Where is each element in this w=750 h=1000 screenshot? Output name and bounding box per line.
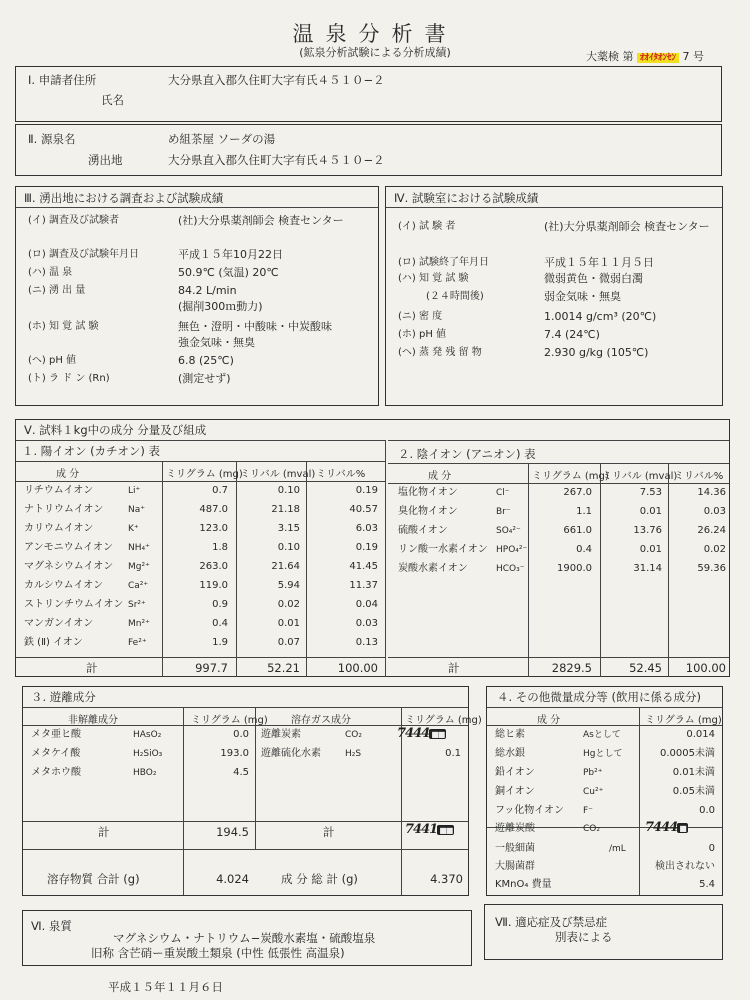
trace-row-value: 0.01未満: [672, 767, 715, 778]
trace-row-value: 0.0005未満: [660, 748, 715, 759]
reference-stamp: ｵｵｲﾀｵﾝｾﾝ: [637, 53, 679, 63]
field-survey-value: (測定せず): [178, 372, 231, 385]
document-title: 温泉分析書: [292, 22, 458, 46]
cation-row-name: リチウムイオン: [24, 485, 94, 496]
cation-row-name: カリウムイオン: [24, 523, 94, 534]
nondiss-row-symbol: HBO₂: [133, 768, 157, 778]
field-survey-label: (ト) ラ ド ン (Rn): [28, 373, 110, 384]
anion-row-symbol: HPO₄²⁻: [496, 545, 528, 555]
anion-row-symbol: Br⁻: [496, 507, 511, 517]
trace-row-symbol: /mL: [609, 844, 626, 854]
section-components: [15, 419, 730, 677]
cation-row-mval: 21.64: [271, 561, 300, 572]
cation-row-name: マグネシウムイオン: [24, 561, 114, 572]
anion-row-pct: 59.36: [697, 563, 726, 574]
trace-row-name: 総水銀: [495, 748, 525, 759]
spring-quality-line1: マグネシウム・ナトリウム−炭酸水素塩・硫酸塩泉: [113, 931, 376, 945]
section-spring-quality: [22, 910, 472, 966]
lab-test-value: 1.0014 g/cm³ (20℃): [544, 310, 657, 323]
anion-header-component: 成 分: [428, 471, 452, 482]
lab-test-label: (ヘ) 蒸 発 残 留 物: [398, 347, 482, 358]
lab-test-value: 2.930 g/kg (105℃): [544, 346, 649, 359]
anion-row-mval: 7.53: [639, 487, 662, 498]
nondiss-row-symbol: HAsO₂: [133, 730, 162, 740]
trace-header-mg: ミリグラム (mg): [645, 715, 722, 726]
field-survey-label: (ロ) 調査及び試験年月日: [28, 249, 139, 260]
nondiss-total: 194.5: [216, 825, 249, 839]
cation-row-symbol: K⁺: [128, 524, 139, 534]
dissolved-total-label: 溶存物質 合計 (g): [47, 872, 140, 886]
cation-row-pct: 0.19: [355, 542, 378, 553]
cation-row-name: アンモニウムイオン: [24, 542, 113, 553]
cation-total-pct: 100.00: [337, 661, 378, 675]
cation-row-symbol: Na⁺: [128, 505, 145, 515]
trace-components-title: ４. その他微量成分等 (飲用に係る成分): [497, 690, 701, 704]
cation-row-mval: 0.02: [277, 599, 300, 610]
applicant-name-label: 氏名: [101, 93, 124, 107]
trace-row-value-handwritten: 7444 ■: [645, 820, 686, 835]
trace-row-symbol: Cu²⁺: [583, 787, 604, 797]
indications-text: 別表による: [555, 930, 613, 944]
cation-row-name: カルシウムイオン: [24, 580, 104, 591]
cation-total-mval: 52.21: [267, 661, 300, 675]
source-name-label: Ⅱ. 源泉名: [28, 132, 76, 146]
field-survey-label: (ホ) 知 覚 試 験: [28, 321, 99, 332]
trace-header-component: 成 分: [537, 715, 561, 726]
lab-test-label: (ニ) 密 度: [398, 311, 443, 322]
cation-total-label: 計: [86, 661, 98, 675]
lab-test-value: 弱金気味・無臭: [544, 290, 621, 303]
nondiss-row-name: メタ亜ヒ酸: [31, 729, 81, 740]
cation-row-pct: 40.57: [349, 504, 378, 515]
anion-row-mg: 661.0: [563, 525, 592, 536]
components-title: Ⅴ. 試料１kg中の成分 分量及び組成: [24, 423, 207, 437]
cation-row-mval: 0.07: [277, 637, 300, 648]
anion-row-mg: 0.4: [576, 544, 592, 555]
trace-row-symbol: Pb²⁺: [583, 768, 603, 778]
field-survey-value: 強金気味・無臭: [178, 336, 255, 349]
anion-row-mval: 13.76: [633, 525, 662, 536]
anion-row-mg: 1.1: [576, 506, 592, 517]
cation-row-mg: 119.0: [199, 580, 228, 591]
gas-header: 溶存ガス成分: [291, 715, 351, 726]
gas-row-symbol: CO₂: [345, 730, 362, 740]
anion-row-name: 硫酸イオン: [398, 525, 448, 536]
anion-row-mval: 0.01: [639, 544, 662, 555]
source-name: め組茶屋 ソーダの湯: [168, 132, 276, 146]
cation-row-mval: 21.18: [271, 504, 300, 515]
field-survey-label: (ニ) 湧 出 量: [28, 285, 86, 296]
cation-table-title: １. 陽イオン (カチオン) 表: [22, 444, 161, 458]
cation-row-mval: 0.01: [277, 618, 300, 629]
cation-header-pct: ミリバル%: [316, 469, 366, 480]
section-free-components: [22, 686, 482, 896]
cation-row-pct: 11.37: [349, 580, 378, 591]
issue-date: 平成１５年１１月６日: [108, 980, 223, 994]
cation-row-symbol: Li⁺: [128, 486, 141, 496]
cation-header-mval: ミリバル (mval): [240, 469, 316, 480]
spring-quality-title: Ⅵ. 泉質: [31, 919, 72, 933]
component-total: 4.370: [430, 872, 463, 886]
trace-row-name: KMnO₄ 費量: [495, 879, 552, 890]
trace-row-name: 銅イオン: [495, 786, 535, 797]
trace-row-value: 0.014: [686, 729, 715, 740]
cation-row-symbol: Sr²⁺: [128, 600, 146, 610]
cation-row-mg: 487.0: [199, 504, 228, 515]
section-lab-tests: [385, 186, 723, 406]
cation-row-mg: 0.7: [212, 485, 228, 496]
cation-total-mg: 997.7: [195, 661, 228, 675]
nondiss-row-mg: 4.5: [233, 767, 249, 778]
anion-row-mg: 1900.0: [557, 563, 592, 574]
indications-title: Ⅶ. 適応症及び禁忌症: [495, 915, 608, 929]
trace-row-symbol: F⁻: [583, 806, 593, 816]
field-survey-value: 50.9℃ (気温) 20℃: [178, 266, 279, 279]
lab-test-value: 微弱黄色・微弱白濁: [544, 272, 643, 285]
cation-row-mg: 263.0: [199, 561, 228, 572]
nondiss-row-name: メタホウ酸: [31, 767, 81, 778]
gas-mg-header: ミリグラム (mg): [405, 715, 482, 726]
anion-row-pct: 0.02: [703, 544, 726, 555]
anion-total-mval: 52.45: [629, 661, 662, 675]
field-survey-value: 無色・澄明・中酸味・中炭酸味: [178, 320, 332, 333]
field-survey-value: 6.8 (25℃): [178, 354, 234, 367]
cation-header-component: 成 分: [56, 469, 80, 480]
nondiss-total-label: 計: [98, 825, 110, 839]
cation-row-pct: 0.13: [355, 637, 378, 648]
cation-row-mval: 0.10: [277, 485, 300, 496]
lab-test-label: (イ) 試 験 者: [398, 221, 456, 232]
cation-row-name: 鉄 (Ⅱ) イオン: [24, 637, 83, 648]
trace-row-symbol: CO₂: [583, 824, 600, 834]
gas-total-label: 計: [323, 825, 335, 839]
trace-row-value: 5.4: [699, 879, 715, 890]
cation-table: [16, 440, 386, 677]
cation-row-symbol: Fe²⁺: [128, 638, 147, 648]
lab-test-label: (ロ) 試験終了年月日: [398, 257, 489, 268]
field-survey-value: 平成１５年10月22日: [178, 248, 283, 261]
cation-row-pct: 41.45: [349, 561, 378, 572]
section-source: [15, 124, 722, 176]
cation-row-mval: 3.15: [277, 523, 300, 534]
gas-row-name: 遊離硫化水素: [261, 748, 321, 759]
anion-total-label: 計: [448, 661, 460, 675]
trace-row-name: 一般細菌: [495, 843, 535, 854]
field-survey-label: (ハ) 温 泉: [28, 267, 73, 278]
anion-row-mval: 31.14: [633, 563, 662, 574]
applicant-address: 大分県直入郡久住町大字有氏４５１０−２: [168, 73, 385, 87]
lab-test-label: (２４時間後): [426, 291, 484, 302]
cation-row-name: ナトリウムイオン: [24, 504, 104, 515]
anion-table-title: ２. 陰イオン (アニオン) 表: [398, 447, 536, 461]
section-trace-components: [486, 686, 723, 896]
cation-row-pct: 6.03: [355, 523, 378, 534]
trace-row-name: 総ヒ素: [495, 729, 525, 740]
lab-test-label: (ホ) pH 値: [398, 329, 447, 340]
lab-test-label: (ハ) 知 覚 試 験: [398, 273, 469, 284]
anion-header-mg: ミリグラム (mg): [532, 471, 609, 482]
anion-row-mg: 267.0: [563, 487, 592, 498]
trace-row-symbol: Asとして: [583, 730, 621, 740]
anion-total-pct: 100.00: [685, 661, 726, 675]
reference-number: 大薬検 第 ｵｵｲﾀｵﾝｾﾝ 7 号: [586, 50, 705, 63]
section-applicant: [15, 66, 722, 122]
anion-row-mval: 0.01: [639, 506, 662, 517]
source-location: 大分県直入郡久住町大字有氏４５１０−２: [168, 153, 385, 167]
trace-row-name: フッ化物イオン: [495, 805, 564, 816]
field-survey-label: (ヘ) pH 値: [28, 355, 77, 366]
cation-row-mval: 5.94: [277, 580, 300, 591]
cation-row-symbol: Ca²⁺: [128, 581, 149, 591]
anion-row-symbol: HCO₃⁻: [496, 564, 525, 574]
field-survey-value: 84.2 L/min: [178, 284, 237, 297]
lab-test-value: 平成１５年１１月５日: [544, 256, 654, 269]
trace-row-name: 大腸菌群: [495, 861, 535, 872]
cation-row-mg: 0.4: [212, 618, 228, 629]
cation-row-mval: 0.10: [277, 542, 300, 553]
document-subtitle: (鉱泉分析試験による分析成績): [299, 46, 451, 59]
applicant-address-label: Ⅰ. 申請者住所: [28, 73, 97, 87]
nondiss-row-mg: 0.0: [233, 729, 249, 740]
cation-row-pct: 0.19: [355, 485, 378, 496]
anion-header-mval: ミリバル (mval): [602, 471, 678, 482]
cation-header-mg: ミリグラム (mg): [166, 469, 243, 480]
dissolved-total: 4.024: [216, 872, 249, 886]
anion-table: [388, 440, 729, 677]
trace-row-value: 0.0: [699, 805, 715, 816]
trace-row-value: 検出されない: [655, 861, 715, 872]
anion-row-pct: 0.03: [703, 506, 726, 517]
gas-total: 7441 ■■: [405, 822, 453, 837]
nondiss-row-mg: 193.0: [220, 748, 249, 759]
anion-total-mg: 2829.5: [551, 661, 592, 675]
cation-row-mg: 0.9: [212, 599, 228, 610]
section-indications: [484, 904, 723, 960]
gas-row-symbol: H₂S: [345, 749, 362, 759]
spring-quality-line2: 旧称 含芒硝ー重炭酸土類泉 (中性 低張性 高温泉): [91, 946, 345, 960]
source-location-label: 湧出地: [88, 153, 123, 167]
field-survey-value: (社)大分県薬剤師会 検査センター: [178, 214, 344, 227]
gas-row-mg: 0.1: [445, 748, 461, 759]
gas-row-mg-handwritten: 7444 ■■: [397, 726, 445, 741]
trace-row-name: 遊離炭酸: [495, 823, 535, 834]
cation-row-mg: 123.0: [199, 523, 228, 534]
cation-row-pct: 0.03: [355, 618, 378, 629]
anion-row-pct: 26.24: [697, 525, 726, 536]
cation-row-symbol: NH₄⁺: [128, 543, 150, 553]
nondiss-row-name: メタケイ酸: [31, 748, 81, 759]
nondiss-mg-header: ミリグラム (mg): [191, 715, 268, 726]
cation-row-name: マンガンイオン: [24, 618, 94, 629]
cation-row-symbol: Mn²⁺: [128, 619, 150, 629]
lab-test-value: (社)大分県薬剤師会 検査センター: [544, 220, 710, 233]
cation-row-mg: 1.9: [212, 637, 228, 648]
section-field-survey: [15, 186, 379, 406]
nondiss-header: 非解離成分: [68, 715, 118, 726]
free-components-title: ３. 遊離成分: [31, 690, 96, 704]
component-total-label: 成 分 総 計 (g): [281, 872, 358, 886]
trace-row-value: 0.05未満: [672, 786, 715, 797]
trace-row-symbol: Hgとして: [583, 749, 623, 759]
gas-row-name: 遊離炭素: [261, 729, 301, 740]
trace-row-value: 0: [708, 843, 715, 854]
field-survey-value: (掘削300ｍ動力): [178, 300, 263, 313]
anion-header-pct: ミリバル%: [674, 471, 724, 482]
anion-row-name: 臭化物イオン: [398, 506, 458, 517]
anion-row-symbol: SO₄²⁻: [496, 526, 521, 536]
cation-row-mg: 1.8: [212, 542, 228, 553]
lab-test-value: 7.4 (24℃): [544, 328, 600, 341]
nondiss-row-symbol: H₂SiO₃: [133, 749, 163, 759]
anion-row-name: 炭酸水素イオン: [398, 563, 468, 574]
lab-tests-title: Ⅳ. 試験室における試験成績: [394, 191, 539, 205]
anion-row-name: 塩化物イオン: [398, 487, 458, 498]
field-survey-label: (イ) 調査及び試験者: [28, 215, 119, 226]
field-survey-title: Ⅲ. 湧出地における調査および試験成績: [24, 191, 224, 205]
cation-row-symbol: Mg²⁺: [128, 562, 150, 572]
anion-row-symbol: Cl⁻: [496, 488, 510, 498]
anion-row-pct: 14.36: [697, 487, 726, 498]
trace-row-name: 鉛イオン: [495, 767, 535, 778]
cation-row-pct: 0.04: [355, 599, 378, 610]
cation-row-name: ストリンチウムイオン: [24, 599, 124, 610]
anion-row-name: リン酸一水素イオン: [398, 544, 488, 555]
